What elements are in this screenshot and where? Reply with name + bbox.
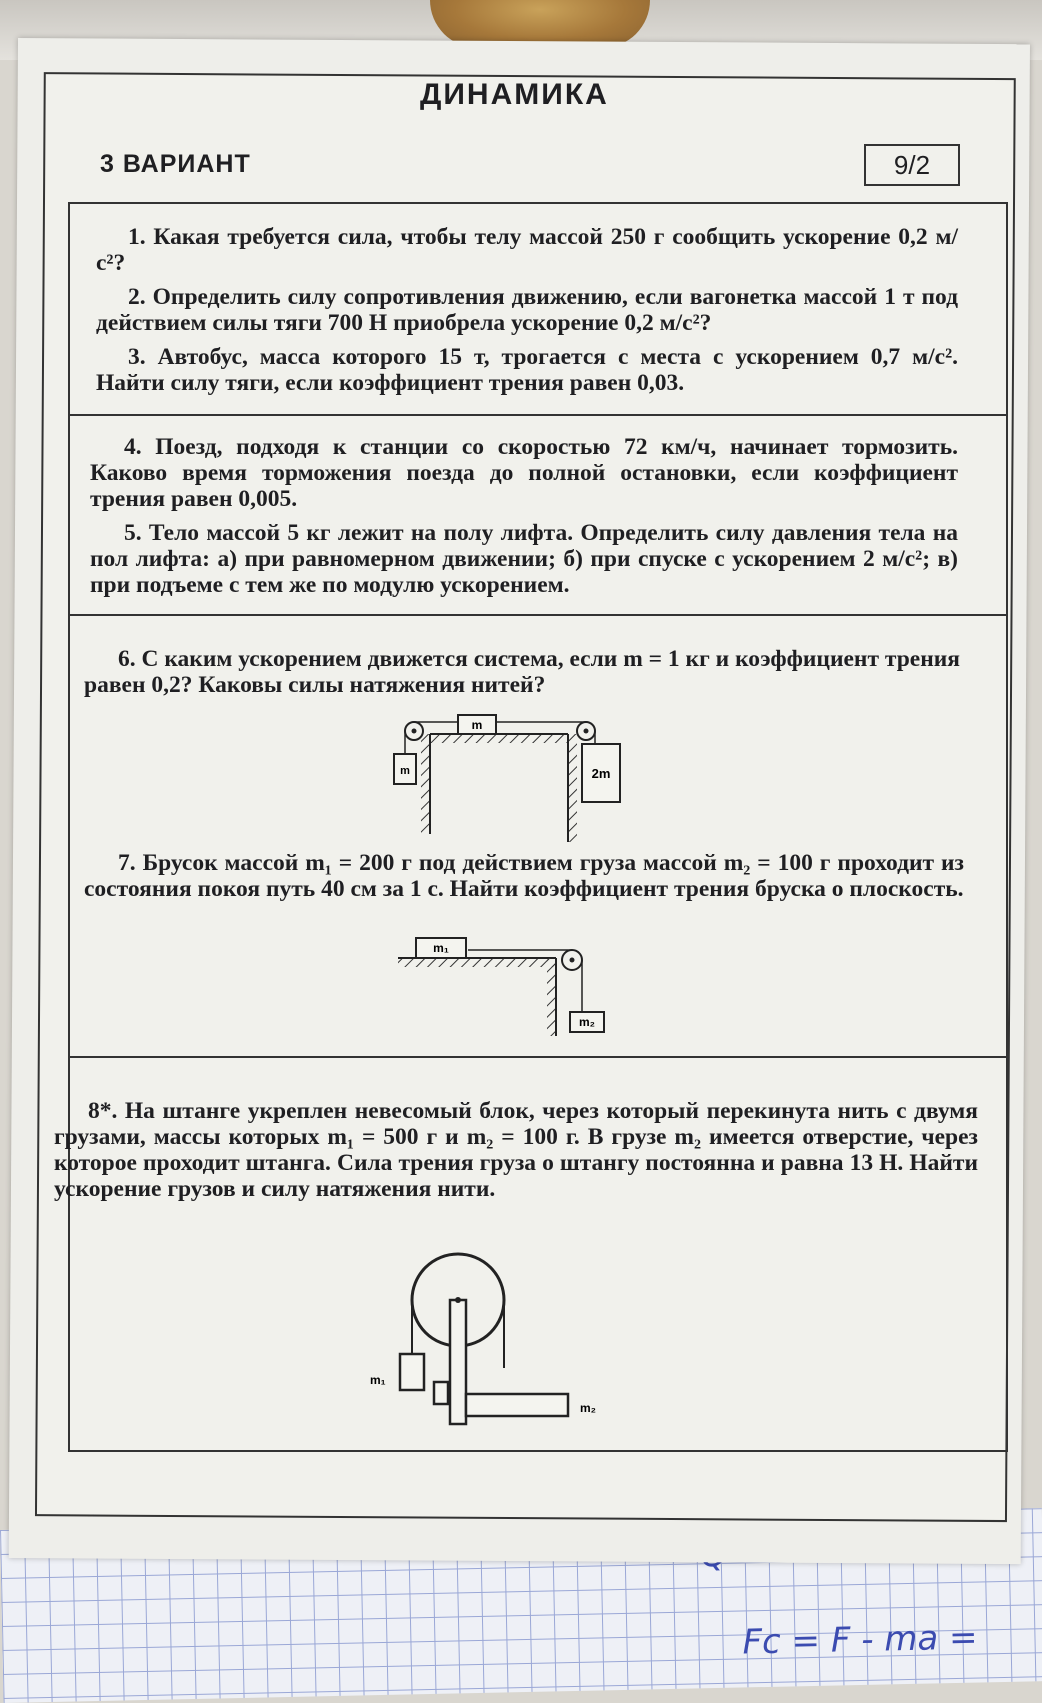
task-number: 6. xyxy=(118,646,136,672)
task-text: Какая требуется сила, чтобы телу массой 250 г сообщить ускорение 0,2 м/с²? xyxy=(96,224,959,276)
task-number: 1. xyxy=(128,224,146,250)
task-text: Автобус, масса которого 15 т, трогается с места с ускорением 0,7 м/с². Найти силу тяги, если коэффициент трения равен 0,03. xyxy=(96,344,958,396)
label-m1: m₁ xyxy=(370,1373,386,1387)
clamp xyxy=(434,1382,448,1404)
task-text: Тело массой 5 кг лежит на полу лифта. Определить силу давления тела на пол лифта: а) при равномерном движении; б) при спуске с ускорением 2 м/с²; в) при подъеме с тем же по модулю ускорением. xyxy=(90,520,958,598)
task-number: 5. xyxy=(124,520,142,546)
task-number: 7. xyxy=(118,850,136,876)
task-text: Определить силу сопротивления движению, если вагонетка массой 1 т под действием силы тяги 700 Н приобрела ускорение 0,2 м/с²? xyxy=(96,284,958,336)
task-number: 4. xyxy=(124,434,142,460)
task-text: Брусок массой m₁ = 200 г под действием груза массой m₂ = 100 г проходит из состояния покоя путь 40 см за 1 с. Найти коэффициент трения бруска о плоскость. xyxy=(84,850,964,902)
figure-7-table-system xyxy=(398,928,630,1036)
page-title: ДИНАМИКА xyxy=(420,78,609,111)
handwritten-formula: Fc = F - ma = xyxy=(742,1617,978,1663)
task-number: 2. xyxy=(128,284,146,310)
task-number: 8*. xyxy=(88,1098,118,1124)
variant-label: 3 ВАРИАНТ xyxy=(100,150,251,178)
block-label: m₂ xyxy=(578,1015,596,1029)
task-3 xyxy=(96,344,958,396)
task-7 xyxy=(84,850,964,902)
task-4 xyxy=(90,434,958,512)
task-number: 3. xyxy=(128,344,146,370)
task-5 xyxy=(90,520,958,598)
label-m2: m₂ xyxy=(580,1401,597,1415)
block-label: 2m xyxy=(591,766,611,781)
figure-8-rod-pulley xyxy=(360,1252,620,1428)
task-6 xyxy=(84,646,960,698)
task-2 xyxy=(96,284,958,336)
task-text: На штанге укреплен невесомый блок, через который перекинута нить с двумя грузами, массы которых m₁ = 500 г и m₂ = 100 г. В грузе m₂ имеется отверстие, через которое проходит штанга. Сила трения груза о штангу постоянна и равна 13 Н. Найти ускорение грузов и силу натяжения нити. xyxy=(54,1098,978,1202)
figure-6-pulley-system xyxy=(386,708,636,842)
block-label: m₁ xyxy=(433,941,449,955)
weight-m2 xyxy=(466,1394,568,1416)
task-8 xyxy=(54,1098,978,1202)
task-text: С каким ускорением движется система, если m = 1 кг и коэффициент трения равен 0,2? Каковы силы натяжения нитей? xyxy=(84,646,961,698)
block-label: m xyxy=(400,765,410,777)
task-text: Поезд, подходя к станции со скоростью 72 км/ч, начинает тормозить. Каково время торможения поезда до полной остановки, если коэффициент трения равен 0,005. xyxy=(90,434,958,512)
rod xyxy=(450,1300,466,1424)
task-1 xyxy=(96,224,958,276)
variant-code: 9/2 xyxy=(864,144,960,186)
block-label: m xyxy=(471,718,483,732)
weight-m1 xyxy=(400,1354,424,1390)
